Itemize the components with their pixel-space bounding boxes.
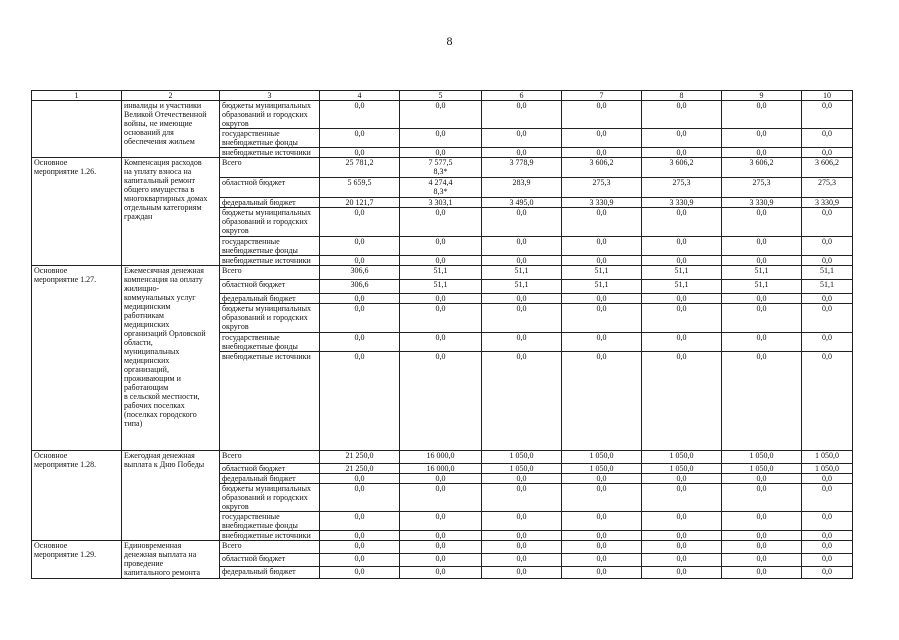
value-cell: 20 121,7 — [320, 198, 400, 208]
value-cell: 1 050,0 — [722, 451, 802, 464]
value-cell: 3 606,2 — [802, 158, 853, 178]
value-cell: 0,0 — [320, 567, 400, 579]
value-cell: 0,0 — [400, 474, 482, 484]
value-cell: 51,1 — [722, 280, 802, 294]
value-cell: 0,0 — [722, 101, 802, 129]
funding-source-cell: областной бюджет — [220, 464, 320, 474]
value-cell: 0,0 — [400, 484, 482, 512]
value-cell: 0,0 — [400, 352, 482, 451]
value-cell: 0,0 — [642, 101, 722, 129]
value-cell: 7 577,5 8,3* — [400, 158, 482, 178]
column-header-8: 8 — [642, 91, 722, 101]
value-cell: 0,0 — [562, 567, 642, 579]
value-cell: 1 050,0 — [802, 464, 853, 474]
value-cell: 0,0 — [482, 567, 562, 579]
table-row — [32, 158, 853, 178]
value-cell: 0,0 — [642, 129, 722, 148]
value-cell: 0,0 — [802, 512, 853, 531]
value-cell: 4 274,4 8,3* — [400, 178, 482, 198]
value-cell: 0,0 — [722, 512, 802, 531]
value-cell: 0,0 — [482, 237, 562, 256]
value-cell: 0,0 — [320, 541, 400, 554]
activity-cell: Основное мероприятие 1.29. — [32, 541, 122, 579]
value-cell: 3 778,9 — [482, 158, 562, 178]
value-cell: 0,0 — [320, 484, 400, 512]
value-cell: 1 050,0 — [642, 464, 722, 474]
value-cell: 51,1 — [802, 280, 853, 294]
value-cell: 0,0 — [642, 554, 722, 567]
measure-name-cell: Компенсация расходов на уплату взноса на капитальный ремонт общего имущества в многоквартирных домах отдельным категориям граждан — [122, 158, 220, 266]
column-header-row — [32, 91, 853, 101]
value-cell: 1 050,0 — [722, 464, 802, 474]
value-cell: 0,0 — [562, 237, 642, 256]
value-cell: 0,0 — [482, 484, 562, 512]
value-cell: 275,3 — [722, 178, 802, 198]
value-cell: 5 659,5 — [320, 178, 400, 198]
funding-source-cell: государственные внебюджетные фонды — [220, 512, 320, 531]
value-cell: 0,0 — [722, 484, 802, 512]
budget-table — [31, 90, 853, 579]
funding-source-cell: областной бюджет — [220, 280, 320, 294]
value-cell: 0,0 — [320, 304, 400, 333]
value-cell: 25 781,2 — [320, 158, 400, 178]
funding-source-cell: федеральный бюджет — [220, 198, 320, 208]
value-cell: 0,0 — [562, 531, 642, 541]
value-cell: 21 250,0 — [320, 464, 400, 474]
page-number: 8 — [446, 34, 453, 48]
funding-source-cell: государственные внебюджетные фонды — [220, 237, 320, 256]
value-cell: 0,0 — [722, 237, 802, 256]
value-cell: 0,0 — [562, 304, 642, 333]
value-cell: 0,0 — [642, 352, 722, 451]
column-header-2: 2 — [122, 91, 220, 101]
activity-cell: Основное мероприятие 1.27. — [32, 266, 122, 451]
value-cell: 0,0 — [562, 294, 642, 304]
value-cell: 0,0 — [400, 333, 482, 352]
value-cell: 0,0 — [642, 333, 722, 352]
value-cell: 0,0 — [802, 531, 853, 541]
value-cell: 0,0 — [562, 484, 642, 512]
value-cell: 0,0 — [400, 148, 482, 158]
value-cell: 0,0 — [802, 554, 853, 567]
value-cell: 3 330,9 — [562, 198, 642, 208]
value-cell: 0,0 — [482, 148, 562, 158]
value-cell: 51,1 — [562, 266, 642, 280]
value-cell: 0,0 — [562, 554, 642, 567]
value-cell: 306,6 — [320, 266, 400, 280]
value-cell: 0,0 — [400, 567, 482, 579]
value-cell: 0,0 — [802, 148, 853, 158]
value-cell: 0,0 — [722, 352, 802, 451]
value-cell: 51,1 — [642, 266, 722, 280]
value-cell: 0,0 — [482, 129, 562, 148]
value-cell: 0,0 — [482, 304, 562, 333]
value-cell: 3 303,1 — [400, 198, 482, 208]
funding-source-cell: областной бюджет — [220, 178, 320, 198]
value-cell: 0,0 — [320, 554, 400, 567]
value-cell: 0,0 — [802, 256, 853, 266]
value-cell: 0,0 — [562, 101, 642, 129]
funding-source-cell: Всего — [220, 451, 320, 464]
value-cell: 51,1 — [562, 280, 642, 294]
value-cell: 0,0 — [722, 531, 802, 541]
value-cell: 3 330,9 — [722, 198, 802, 208]
funding-source-cell: областной бюджет — [220, 554, 320, 567]
value-cell: 275,3 — [802, 178, 853, 198]
activity-cell: Основное мероприятие 1.26. — [32, 158, 122, 266]
value-cell: 0,0 — [320, 208, 400, 237]
measure-name-cell: Ежегодная денежная выплата к Дню Победы — [122, 451, 220, 541]
value-cell: 0,0 — [562, 352, 642, 451]
value-cell: 0,0 — [482, 474, 562, 484]
table-row — [32, 541, 853, 554]
value-cell: 0,0 — [722, 333, 802, 352]
value-cell: 0,0 — [320, 129, 400, 148]
value-cell: 3 606,2 — [642, 158, 722, 178]
value-cell: 0,0 — [482, 541, 562, 554]
value-cell: 0,0 — [802, 208, 853, 237]
value-cell: 0,0 — [320, 531, 400, 541]
value-cell: 0,0 — [562, 333, 642, 352]
activity-cell — [32, 101, 122, 158]
funding-source-cell: бюджеты муниципальных образований и городских округов — [220, 304, 320, 333]
value-cell: 3 606,2 — [562, 158, 642, 178]
funding-source-cell: внебюджетные источники — [220, 148, 320, 158]
value-cell: 0,0 — [400, 304, 482, 333]
value-cell: 0,0 — [802, 474, 853, 484]
value-cell: 0,0 — [802, 129, 853, 148]
value-cell: 0,0 — [320, 474, 400, 484]
measure-name-cell: инвалиды и участники Великой Отечественной войны, не имеющие оснований для обеспечения жильем — [122, 101, 220, 158]
value-cell: 0,0 — [482, 256, 562, 266]
table-row — [32, 101, 853, 129]
value-cell: 0,0 — [482, 294, 562, 304]
column-header-3: 3 — [220, 91, 320, 101]
column-header-1: 1 — [32, 91, 122, 101]
value-cell: 0,0 — [722, 129, 802, 148]
funding-source-cell: бюджеты муниципальных образований и городских округов — [220, 101, 320, 129]
funding-source-cell: федеральный бюджет — [220, 294, 320, 304]
value-cell: 0,0 — [482, 333, 562, 352]
value-cell: 0,0 — [320, 148, 400, 158]
value-cell: 21 250,0 — [320, 451, 400, 464]
value-cell: 0,0 — [642, 541, 722, 554]
value-cell: 51,1 — [482, 280, 562, 294]
value-cell: 0,0 — [802, 541, 853, 554]
value-cell: 0,0 — [802, 304, 853, 333]
value-cell: 0,0 — [400, 531, 482, 541]
value-cell: 0,0 — [400, 294, 482, 304]
value-cell: 0,0 — [320, 237, 400, 256]
value-cell: 0,0 — [482, 101, 562, 129]
value-cell: 0,0 — [642, 567, 722, 579]
value-cell: 0,0 — [722, 567, 802, 579]
value-cell: 0,0 — [562, 129, 642, 148]
value-cell: 51,1 — [722, 266, 802, 280]
value-cell: 1 050,0 — [562, 451, 642, 464]
value-cell: 0,0 — [802, 567, 853, 579]
value-cell: 0,0 — [400, 512, 482, 531]
value-cell: 0,0 — [400, 101, 482, 129]
value-cell: 16 000,0 — [400, 451, 482, 464]
value-cell: 0,0 — [482, 208, 562, 237]
funding-source-cell: внебюджетные источники — [220, 352, 320, 451]
value-cell: 0,0 — [802, 352, 853, 451]
value-cell: 0,0 — [400, 541, 482, 554]
value-cell: 0,0 — [722, 256, 802, 266]
value-cell: 1 050,0 — [802, 451, 853, 464]
value-cell: 0,0 — [642, 256, 722, 266]
value-cell: 0,0 — [482, 352, 562, 451]
value-cell: 0,0 — [562, 256, 642, 266]
column-header-7: 7 — [562, 91, 642, 101]
value-cell: 0,0 — [320, 352, 400, 451]
value-cell: 0,0 — [802, 101, 853, 129]
value-cell: 0,0 — [562, 208, 642, 237]
value-cell: 0,0 — [400, 129, 482, 148]
value-cell: 0,0 — [722, 304, 802, 333]
measure-name-cell: Единовременная денежная выплата на проведение капитального ремонта — [122, 541, 220, 579]
value-cell: 0,0 — [802, 237, 853, 256]
table-row — [32, 451, 853, 464]
value-cell: 0,0 — [562, 512, 642, 531]
column-header-9: 9 — [722, 91, 802, 101]
value-cell: 0,0 — [320, 256, 400, 266]
value-cell: 0,0 — [642, 148, 722, 158]
column-header-6: 6 — [482, 91, 562, 101]
value-cell: 1 050,0 — [562, 464, 642, 474]
value-cell: 51,1 — [400, 280, 482, 294]
column-header-10: 10 — [802, 91, 853, 101]
funding-source-cell: государственные внебюджетные фонды — [220, 333, 320, 352]
funding-source-cell: федеральный бюджет — [220, 474, 320, 484]
value-cell: 0,0 — [562, 541, 642, 554]
value-cell: 0,0 — [320, 101, 400, 129]
value-cell: 0,0 — [320, 333, 400, 352]
column-header-4: 4 — [320, 91, 400, 101]
value-cell: 51,1 — [400, 266, 482, 280]
value-cell: 1 050,0 — [482, 451, 562, 464]
funding-source-cell: Всего — [220, 541, 320, 554]
value-cell: 0,0 — [400, 554, 482, 567]
funding-source-cell: государственные внебюджетные фонды — [220, 129, 320, 148]
value-cell: 0,0 — [320, 294, 400, 304]
value-cell: 0,0 — [482, 512, 562, 531]
value-cell: 1 050,0 — [482, 464, 562, 474]
value-cell: 0,0 — [722, 294, 802, 304]
value-cell: 0,0 — [642, 484, 722, 512]
funding-source-cell: внебюджетные источники — [220, 256, 320, 266]
value-cell: 283,9 — [482, 178, 562, 198]
value-cell: 0,0 — [562, 148, 642, 158]
value-cell: 0,0 — [802, 333, 853, 352]
value-cell: 306,6 — [320, 280, 400, 294]
activity-cell: Основное мероприятие 1.28. — [32, 451, 122, 541]
value-cell: 0,0 — [642, 237, 722, 256]
value-cell: 0,0 — [722, 541, 802, 554]
value-cell: 0,0 — [722, 148, 802, 158]
value-cell: 0,0 — [722, 554, 802, 567]
value-cell: 0,0 — [802, 484, 853, 512]
value-cell: 1 050,0 — [642, 451, 722, 464]
value-cell: 51,1 — [802, 266, 853, 280]
funding-source-cell: внебюджетные источники — [220, 531, 320, 541]
value-cell: 0,0 — [642, 304, 722, 333]
table-row — [32, 266, 853, 280]
column-header-5: 5 — [400, 91, 482, 101]
value-cell: 0,0 — [400, 256, 482, 266]
measure-name-cell: Ежемесячная денежная компенсация на оплату жилищно- коммунальных услуг медицинским работникам медицинских организаций Орловской области, муниципальных медицинских организаций, проживающим и работающим в сельской местности, рабочих поселках (поселках городского типа) — [122, 266, 220, 451]
value-cell: 16 000,0 — [400, 464, 482, 474]
value-cell: 0,0 — [482, 531, 562, 541]
value-cell: 0,0 — [400, 208, 482, 237]
value-cell: 3 606,2 — [722, 158, 802, 178]
value-cell: 0,0 — [400, 237, 482, 256]
value-cell: 51,1 — [642, 280, 722, 294]
value-cell: 0,0 — [482, 554, 562, 567]
funding-source-cell: Всего — [220, 158, 320, 178]
funding-source-cell: бюджеты муниципальных образований и городских округов — [220, 208, 320, 237]
value-cell: 0,0 — [642, 474, 722, 484]
value-cell: 0,0 — [642, 208, 722, 237]
funding-source-cell: Всего — [220, 266, 320, 280]
value-cell: 0,0 — [562, 474, 642, 484]
funding-source-cell: федеральный бюджет — [220, 567, 320, 579]
value-cell: 275,3 — [642, 178, 722, 198]
value-cell: 0,0 — [642, 294, 722, 304]
value-cell: 3 495,0 — [482, 198, 562, 208]
value-cell: 3 330,9 — [802, 198, 853, 208]
value-cell: 0,0 — [642, 512, 722, 531]
funding-source-cell: бюджеты муниципальных образований и городских округов — [220, 484, 320, 512]
value-cell: 51,1 — [482, 266, 562, 280]
value-cell: 0,0 — [722, 208, 802, 237]
value-cell: 0,0 — [722, 474, 802, 484]
value-cell: 0,0 — [802, 294, 853, 304]
value-cell: 275,3 — [562, 178, 642, 198]
value-cell: 3 330,9 — [642, 198, 722, 208]
value-cell: 0,0 — [320, 512, 400, 531]
table-body — [32, 91, 853, 579]
value-cell: 0,0 — [642, 531, 722, 541]
